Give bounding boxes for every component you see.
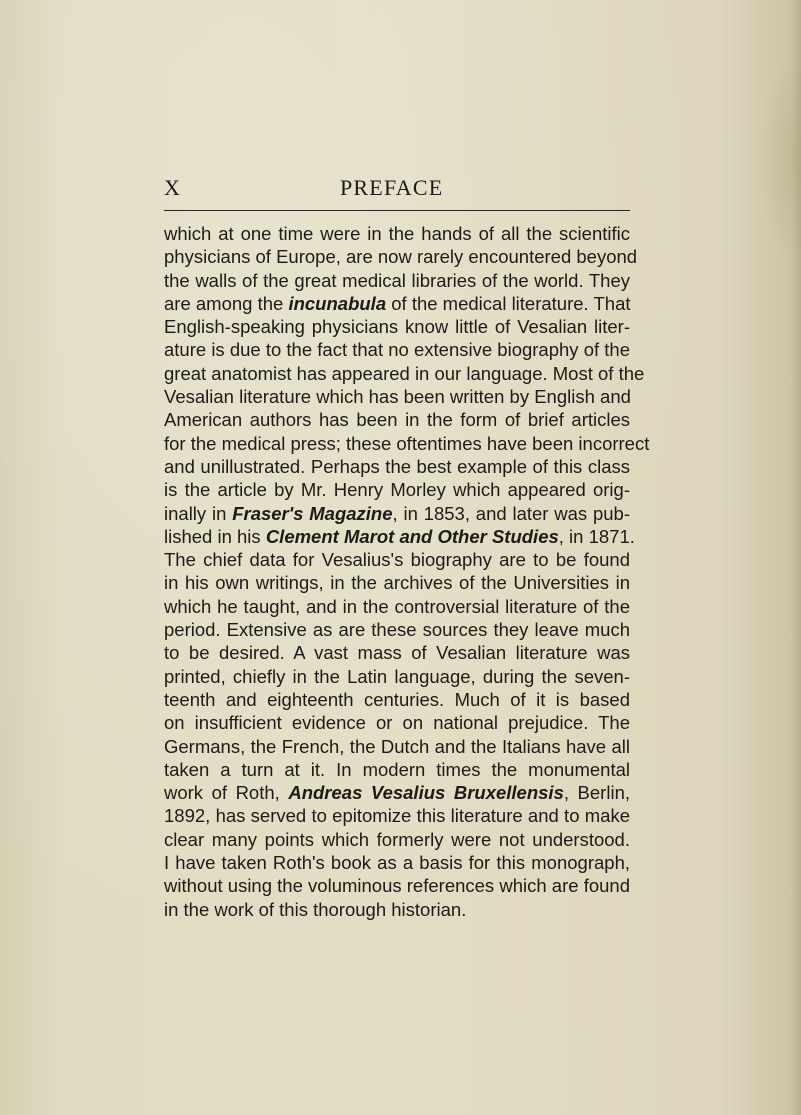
text-run: in the work of this thorough historian. <box>164 898 467 920</box>
text-run: period. Extensive as are these sources they leave much <box>164 619 630 641</box>
text-line <box>164 711 630 734</box>
text-line <box>164 735 630 758</box>
text-run: printed, chiefly in the Latin language, during the seven- <box>164 665 630 687</box>
italic-title: Andreas Vesalius Bruxellensis <box>288 782 564 804</box>
page-edge-shadow <box>791 0 801 1115</box>
text-run: physicians of Europe, are now rarely encountered beyond <box>164 246 638 268</box>
text-line <box>164 898 630 921</box>
text-line <box>164 641 630 664</box>
text-line <box>164 758 630 781</box>
text-run: on insufficient evidence or on national prejudice. The <box>164 712 630 734</box>
running-head: PREFACE <box>340 175 444 200</box>
text-run: are among the <box>164 292 289 314</box>
text-line <box>164 665 630 688</box>
text-run: teenth and eighteenth centuries. Much of it is based <box>164 688 630 710</box>
text-line <box>164 525 635 548</box>
italic-title: Fraser's Magazine <box>232 502 393 524</box>
text-run: , Berlin, <box>563 782 630 804</box>
text-line <box>164 571 630 594</box>
text-line <box>164 828 630 851</box>
text-line <box>164 292 630 315</box>
text-line <box>164 408 630 431</box>
text-line <box>164 502 630 525</box>
text-line <box>164 851 630 874</box>
text-run: taken a turn at it. In modern times the monumental <box>164 758 630 780</box>
text-line <box>164 618 630 641</box>
text-run: , in 1871. <box>558 525 635 547</box>
text-run: lished in his <box>164 525 266 547</box>
text-line <box>164 385 630 408</box>
text-line <box>164 874 630 897</box>
text-line <box>164 222 630 245</box>
text-run: Germans, the French, the Dutch and the Italians have all <box>164 735 630 757</box>
text-line <box>164 455 630 478</box>
text-run: The chief data for Vesalius's biography are to be found <box>164 549 630 571</box>
page-number: X <box>164 175 181 200</box>
text-run: ature is due to the fact that no extensive biography of the <box>164 339 630 361</box>
text-run: to be desired. A vast mass of Vesalian literature was <box>164 642 630 664</box>
text-run: I have taken Roth's book as a basis for this monograph, <box>164 852 630 874</box>
text-run: 1892, has served to epitomize this literature and to make <box>164 805 630 827</box>
text-run: for the medical press; these oftentimes have been incorrect <box>164 432 650 454</box>
text-run: American authors has been in the form of brief articles <box>164 409 630 431</box>
text-run: which at one time were in the hands of all the scientific <box>164 223 630 244</box>
text-line <box>164 362 645 385</box>
italic-title: incunabula <box>288 292 387 314</box>
text-run: great anatomist has appeared in our language. Most of the <box>164 362 645 384</box>
text-line <box>164 548 630 571</box>
text-line <box>164 781 630 804</box>
text-run: of the medical literature. That <box>386 292 631 314</box>
text-run: work of Roth, <box>164 782 289 804</box>
text-line <box>164 688 630 711</box>
text-run: is the article by Mr. Henry Morley which appeared orig- <box>164 479 630 501</box>
text-run: which he taught, and in the controversial literature of the <box>164 595 630 617</box>
text-run: in his own writings, in the archives of the Universities in <box>164 572 630 594</box>
text-line <box>164 478 630 501</box>
text-line <box>164 245 638 268</box>
text-run: without using the voluminous references which are found <box>164 875 630 897</box>
text-run: English-speaking physicians know little of Vesalian liter- <box>164 316 630 338</box>
text-line <box>164 432 650 455</box>
text-line <box>164 804 630 827</box>
text-line <box>164 338 630 361</box>
page-header <box>164 175 630 207</box>
header-rule <box>164 210 630 211</box>
text-line <box>164 595 630 618</box>
text-run: and unillustrated. Perhaps the best example of this class <box>164 455 630 477</box>
text-line <box>164 269 630 292</box>
text-run: inally in <box>164 502 233 524</box>
text-run: , in 1853, and later was pub- <box>392 502 630 524</box>
text-run: Vesalian literature which has been written by English and <box>164 386 631 408</box>
italic-title: Clement Marot and Other Studies <box>265 525 559 547</box>
text-line <box>164 315 630 338</box>
preface-paragraph <box>164 222 650 921</box>
text-run: clear many points which formerly were not understood. <box>164 828 630 850</box>
text-run: the walls of the great medical libraries of the world. They <box>164 269 630 291</box>
